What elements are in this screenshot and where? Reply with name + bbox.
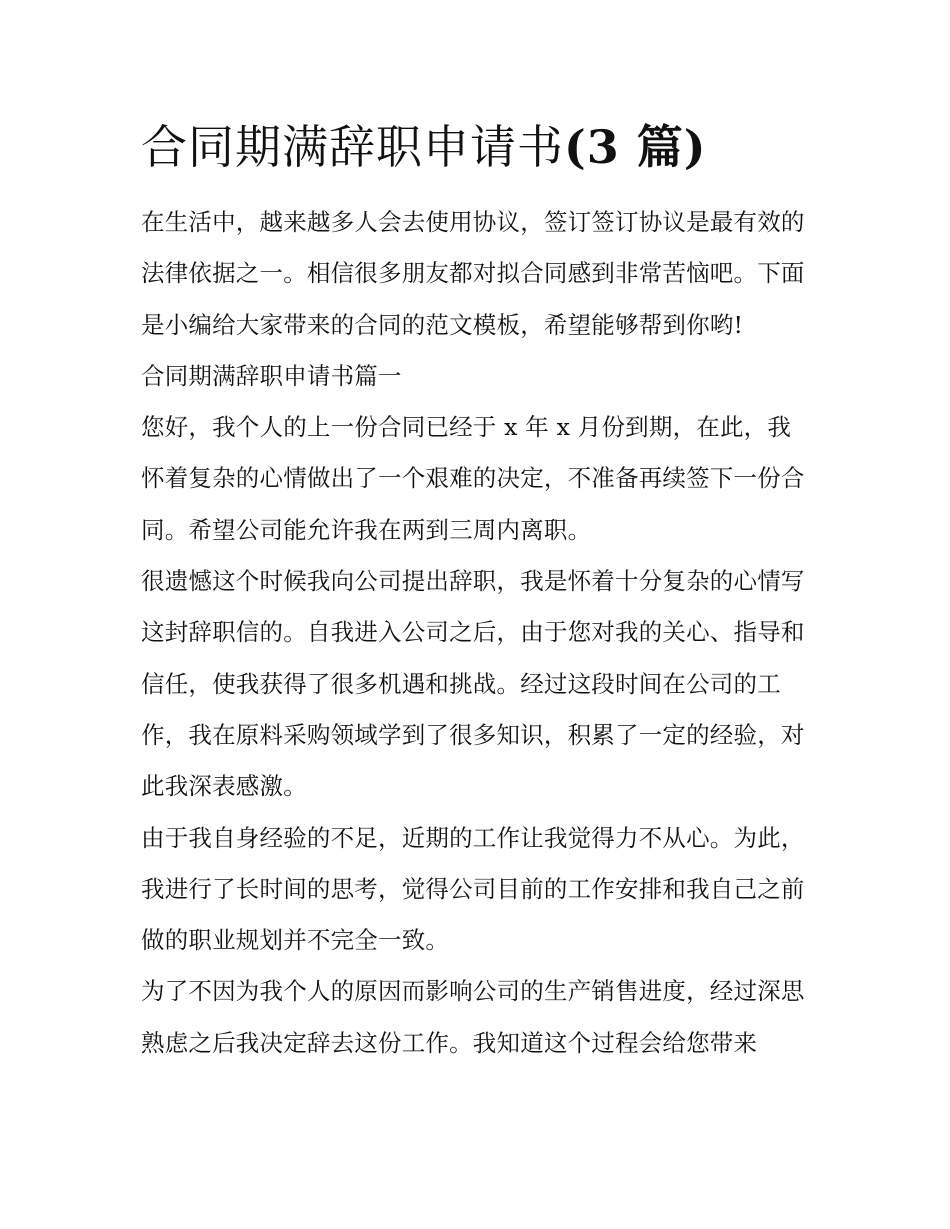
document-title (141, 117, 707, 177)
title-main: 合同期满辞职申请书 (141, 120, 564, 174)
intro-paragraph: 在生活中，越来越多人会去使用协议，签订签订协议是最有效的法律依据之一。相信很多朋友都对拟合同感到非常苦恼吧。下面是小编给大家带来的合同的范文模板，希望能够帮到你哟! (141, 208, 805, 339)
title-suffix: (3 篇) (564, 120, 707, 174)
body-paragraph: 您好，我个人的上一份合同已经于 x 年 x 月份到期，在此，我怀着复杂的心情做出了一个艰难的决定，不准备再续签下一份合同。希望公司能允许我在两到三周内离职。 (141, 413, 805, 544)
body-paragraph: 很遗憾这个时候我向公司提出辞职，我是怀着十分复杂的心情写这封辞职信的。自我进入公司之后，由于您对我的关心、指导和信任，使我获得了很多机遇和挑战。经过这段时间在公司的工作，我在原料采购领域学到了很多知识，积累了一定的经验，对此我深表感激。 (141, 567, 805, 801)
document-body (141, 197, 813, 1069)
section-heading: 合同期满辞职申请书篇一 (141, 361, 402, 390)
body-paragraph: 由于我自身经验的不足，近期的工作让我觉得力不从心。为此，我进行了长时间的思考，觉得公司目前的工作安排和我自己之前做的职业规划并不完全一致。 (141, 823, 805, 955)
body-paragraph: 为了不因为我个人的原因而影响公司的生产销售进度，经过深思熟虑之后我决定辞去这份工作。我知道这个过程会给您带来 (141, 977, 805, 1057)
